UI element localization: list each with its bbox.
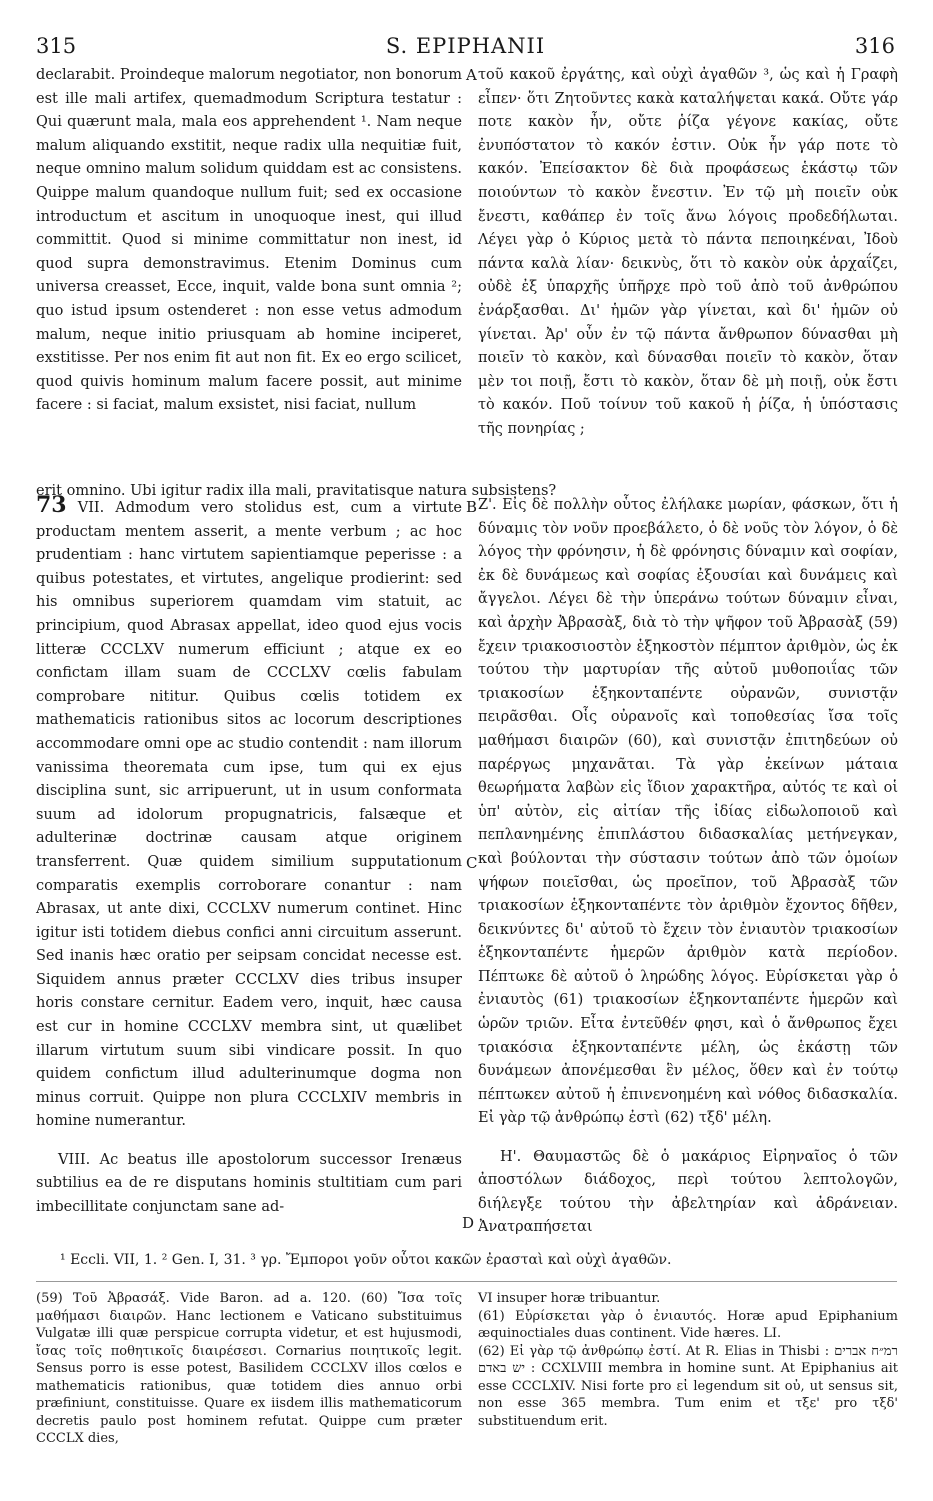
latin-column-upper [36, 64, 462, 418]
greek-paragraph: τοῦ κακοῦ ἐργάτης, καὶ οὐχὶ ἀγαθῶν ³, ὡς καὶ ἡ Γραφὴ εἶπεν· ὅτι Ζητοῦντες κακὰ καταλήψεται κακά. Οὔτε γάρ ποτε κακὸν ἦν, οὔτε ῥίζα γέγονε κακίας, οὔτε ἐνυπόστατον τὸ κακόν ἐστιν. Οὐκ ἦν γάρ ποτε τὸ κακόν. Ἐπείσακτον δὲ διὰ προφάσεως ἑκάστῳ τῶν ποιούντων τὸ κακὸν ἔνεστιν. Ἐν τῷ μὴ ποιεῖν οὐκ ἔνεστι, καθάπερ ἐν τοῖς ἄνω λόγοις προδεδήλωται. Λέγει γὰρ ὁ Κύριος μετὰ τὸ πάντα πεποιηκέναι, Ἰδοὺ πάντα καλὰ λίαν· δεικνὺς, ὅτι τὸ κακὸν οὐκ ἀρχαΐζει, οὐδὲ ἐξ ὑπαρχῆς ὑπῆρχε πρὸ τοῦ ἀπὸ τοῦ ἀνθρώπου ἐνάρξασθαι. Δι' ἡμῶν γὰρ γίνεται, καὶ δι' ἡμῶν οὐ γίνεται. Ἀρ' οὖν ἐν τῷ πάντα ἄνθρωπον δύνασθαι μὴ ποιεῖν τὸ κακὸν, καὶ δύνασθαι ποιεῖν τὸ κακὸν, ὅταν μὲν τοι ποιῇ, ἔστι τὸ κακὸν, ὅταν δὲ μὴ ποιῇ, οὐκ ἔστι τὸ κακόν. Ποῦ τοίνυν τοῦ κακοῦ ἡ ῥίζα, ἡ ὑπόστασις τῆς πονηρίας ; [478, 67, 898, 437]
right-page-number: 316 [854, 34, 895, 58]
notes-left-column [36, 1290, 462, 1448]
latin-paragraph: declarabit. Proindeque malorum negotiator, non bonorum est ille mali artifex, quemadmodum Scriptura testatur : Qui quærunt mala, mala eos apprehendent ¹. Nam neque malum aliquando exstitit, neque radix ulla nequitiæ fuit, neque omnino malum solidum quiddam est ac consistens. Quippe malum quandoque nullum fuit; sed ex occasione introductum et ascitum in unoquoque inest, qui illud committit. Quod si minime committatur non inest, id quod supra demonstravimus. Etenim Dominus cum universa creasset, Ecce, inquit, valde bona sunt omnia ²; quo istud ipsum ostenderet : non esse vetus admodum malum, neque initio priusquam ab homine inciperet, exstitisse. Per nos enim fit aut non fit. Ex eo ergo scilicet, quod quivis hominum malum facere possit, aut minime facere : si faciat, malum exsistet, nisi faciat, nullum [36, 67, 462, 414]
running-title: S. EPIPHANII [385, 34, 546, 58]
latin-paragraph: VII. Admodum vero stolidus est, cum a virtute productam mentem asserit, a mente verbum ; ac hoc prudentiam : hanc virtutem sapientiamque peperisse : a quibus potestates, et virtutes, angelique prodierint: sed his omnibus superiorem quamdam vim statuit, ac principium, quod Abrasax appellat, ideo quod ejus vocis litteræ CCCLXV numerum efficiunt ; atque ex eo confictam illam suam de CCCLXV cœlis fabulam comprobare nititur. Quibus cœlis totidem ex mathematicis rationibus sitos ac locorum descriptiones accommodare omni ope ac studio contendit : nam illorum vanissima theoremata cum ipse, tum qui ex ejus disciplina sunt, sic arripuerunt, ut in usum conformata suum ad idolorum propugnatricis, falsæque et adulterinæ doctrinæ causam atque originem transferrent. Quæ quidem similium supputationum comparatis exemplis corroborare conantur : nam Abrasax, ut ante dixi, CCCLXV numerum continet. Hinc igitur isti totidem diebus confici anni circuitum asserunt. Sed inanis hæc oratio per seipsam concidat necesse est. Siquidem annus præter CCCLXV dies tribus insuper horis constare cernitur. Eadem vero, inquit, hæc causa est cur in homine CCCLXV membra sint, ut quælibet illarum virtutum suum sibi vindicare possit. In quo quidem confictum illud adulterinumque dogma non minus corruit. Quippe non plura CCCLXIV membris in homine numerantur. [36, 500, 462, 1130]
editorial-note: VI insuper horæ tribuantur. [478, 1291, 661, 1306]
left-page-number: 315 [36, 34, 77, 58]
latin-bridge-line: erit omnino. Ubi igitur radix illa mali, pravitatisque natura subsistens? [36, 483, 557, 499]
margin-letter-c: C [466, 854, 478, 872]
greek-paragraph: Η'. Θαυμαστῶς δὲ ὁ μακάριος Εἰρηναῖος ὁ τῶν ἀποστόλων διάδοχος, περὶ τούτου λεπτολογῶν, διήλεγξε τούτου τὴν ἀβελτηρίαν καὶ ἀδράνειαν. Ἀνατραπήσεται [478, 1148, 898, 1236]
latin-column-lower [36, 494, 462, 1234]
notes-right-column [478, 1290, 898, 1430]
latin-paragraph: VIII. Ac beatus ille apostolorum successor Irenæus subtilius ea de re disputans hominis stultitiam cum pari imbecillitate conjunctam sane ad- [36, 1151, 462, 1215]
editorial-note: (61) Εὑρίσκεται γὰρ ὁ ἐνιαυτός. Horæ apud Epiphanium æquinoctiales duas continent. Vide hæres. LI. [478, 1308, 898, 1341]
section-number: 73 [36, 492, 67, 518]
greek-paragraph: Ζ'. Εἰς δὲ πολλὴν οὗτος ἐλήλακε μωρίαν, φάσκων, ὅτι ἡ δύναμις τὸν νοῦν προεβάλετο, ὁ δὲ νοῦς τὸν λόγον, ὁ δὲ λόγος τὴν φρόνησιν, ἡ δὲ φρόνησις δύναμιν καὶ σοφίαν, ἐκ δὲ δυνάμεως καὶ σοφίας ἐξουσίαι καὶ δυνάμεις καὶ ἄγγελοι. Λέγει δὲ τὴν ὑπεράνω τούτων δύναμιν εἶναι, καὶ ἀρχὴν Ἀβρασὰξ, διὰ τὸ τὴν ψῆφον τοῦ Ἀβρασὰξ (59) ἔχειν τριακοσιοστὸν ἑξηκοστὸν πέμπτον ἀριθμὸν, ὡς ἐκ τούτου τὴν μαρτυρίαν τῆς αὐτοῦ μυθοποιΐας τῶν τριακοσίων ἑξηκονταπέντε οὐρανῶν, συνιστᾷν πειρᾶσθαι. Οἷς οὐρανοῖς καὶ τοποθεσίας ἴσα τοῖς μαθήμασι διαιρῶν (60), καὶ συνιστᾷν ἐπιτηδεύων οὐ παρέργως μηχανᾶται. Τὰ γὰρ ἐκείνων μάταια θεωρήματα λαβὼν εἰς ἴδιον χαρακτῆρα, αὐτός τε καὶ οἱ ὑπ' αὐτὸν, εἰς αἰτίαν τῆς ἰδίας εἰδωλοποιοῦ καὶ πεπλανημένης ἐπιπλάστου διδασκαλίας μετήνεγκαν, καὶ βούλονται τὴν σύστασιν τούτων ἀπὸ τῶν ὁμοίων ψήφων ποιεῖσθαι, ὡς προεῖπον, τοῦ Ἀβρασὰξ τῶν τριακοσίων ἑξηκονταπέντε τὸν ἀριθμὸν ἔχοντος δῆθεν, δεικνύντες δι' αὐτοῦ τὸ ἔχειν τὸν ἐνιαυτὸν τριακοσίων ἑξηκονταπέντε ἡμερῶν ἀριθμὸν κατὰ περίοδον. Πέπτωκε δὲ αὐτοῦ ὁ ληρώδης λόγος. Εὑρίσκεται γὰρ ὁ ἐνιαυτὸς (61) τριακοσίων ἑξηκονταπέντε ἡμερῶν καὶ ὡρῶν τριῶν. Εἶτα ἐντεῦθέν φησι, καὶ ὁ ἄνθρωπος ἔχει τριακόσια ἑξηκονταπέντε μέλη, ὡς ἑκάστῃ τῶν δυνάμεων ἀπονέμεσθαι ἓν μέλος, ὅθεν καὶ ἐν τούτῳ πέπτωκεν αὐτοῦ ἡ ἐπινενοημένη καὶ νόθος διδασκαλία. Εἰ γὰρ τῷ ἀνθρώπῳ ἐστὶ (62) τξδ' μέλη. [478, 497, 898, 1127]
running-header [36, 34, 895, 62]
scripture-footnotes: ¹ Eccli. VII, 1. ² Gen. I, 31. ³ γρ. Ἔμποροι γοῦν οὗτοι κακῶν ἐρασταὶ καὶ οὐχὶ ἀγαθῶν. [60, 1252, 672, 1268]
margin-letter-a: A [466, 66, 477, 84]
greek-column-upper [478, 64, 898, 474]
margin-letter-b: B [466, 498, 478, 516]
editorial-note: (59) Τοῦ Ἀβρασάξ. Vide Baron. ad a. 120. (60) Ἴσα τοῖς μαθήμασι διαιρῶν. Hanc lectionem e Vaticano substituimus Vulgatæ illi quæ perspicue corrupta videtur, et est hujusmodi, ἴσας τοῖς ποθητικοῖς διαιρέσεσι. Cornarius ποιητικοῖς legit. Sensus porro is esse potest, Basilidem CCCLXV illos cœlos e mathematicis rationibus, quæ totidem dies annuo orbi præfiniunt, constituisse. Quare ex iisdem illis mathematicorum decretis paulo post hominem refutat. Quippe cum præter CCCLX dies, [36, 1291, 462, 1446]
footnote-divider [36, 1281, 897, 1282]
editorial-note: (62) Εἰ γὰρ τῷ ἀνθρώπῳ ἐστί. At R. Elias in Thisbi : רמ״ח אברים יש באדם : CCXLVIII membra in homine sunt. At Epiphanius ait esse CCCLXIV. Nisi forte pro εἰ legendum sit οὐ, ut sensus sit, non esse 365 membra. Tum enim et τξε' pro τξδ' substituendum erit. [478, 1343, 898, 1429]
greek-column-lower [478, 494, 898, 1254]
margin-letter-d: D [462, 1214, 475, 1232]
